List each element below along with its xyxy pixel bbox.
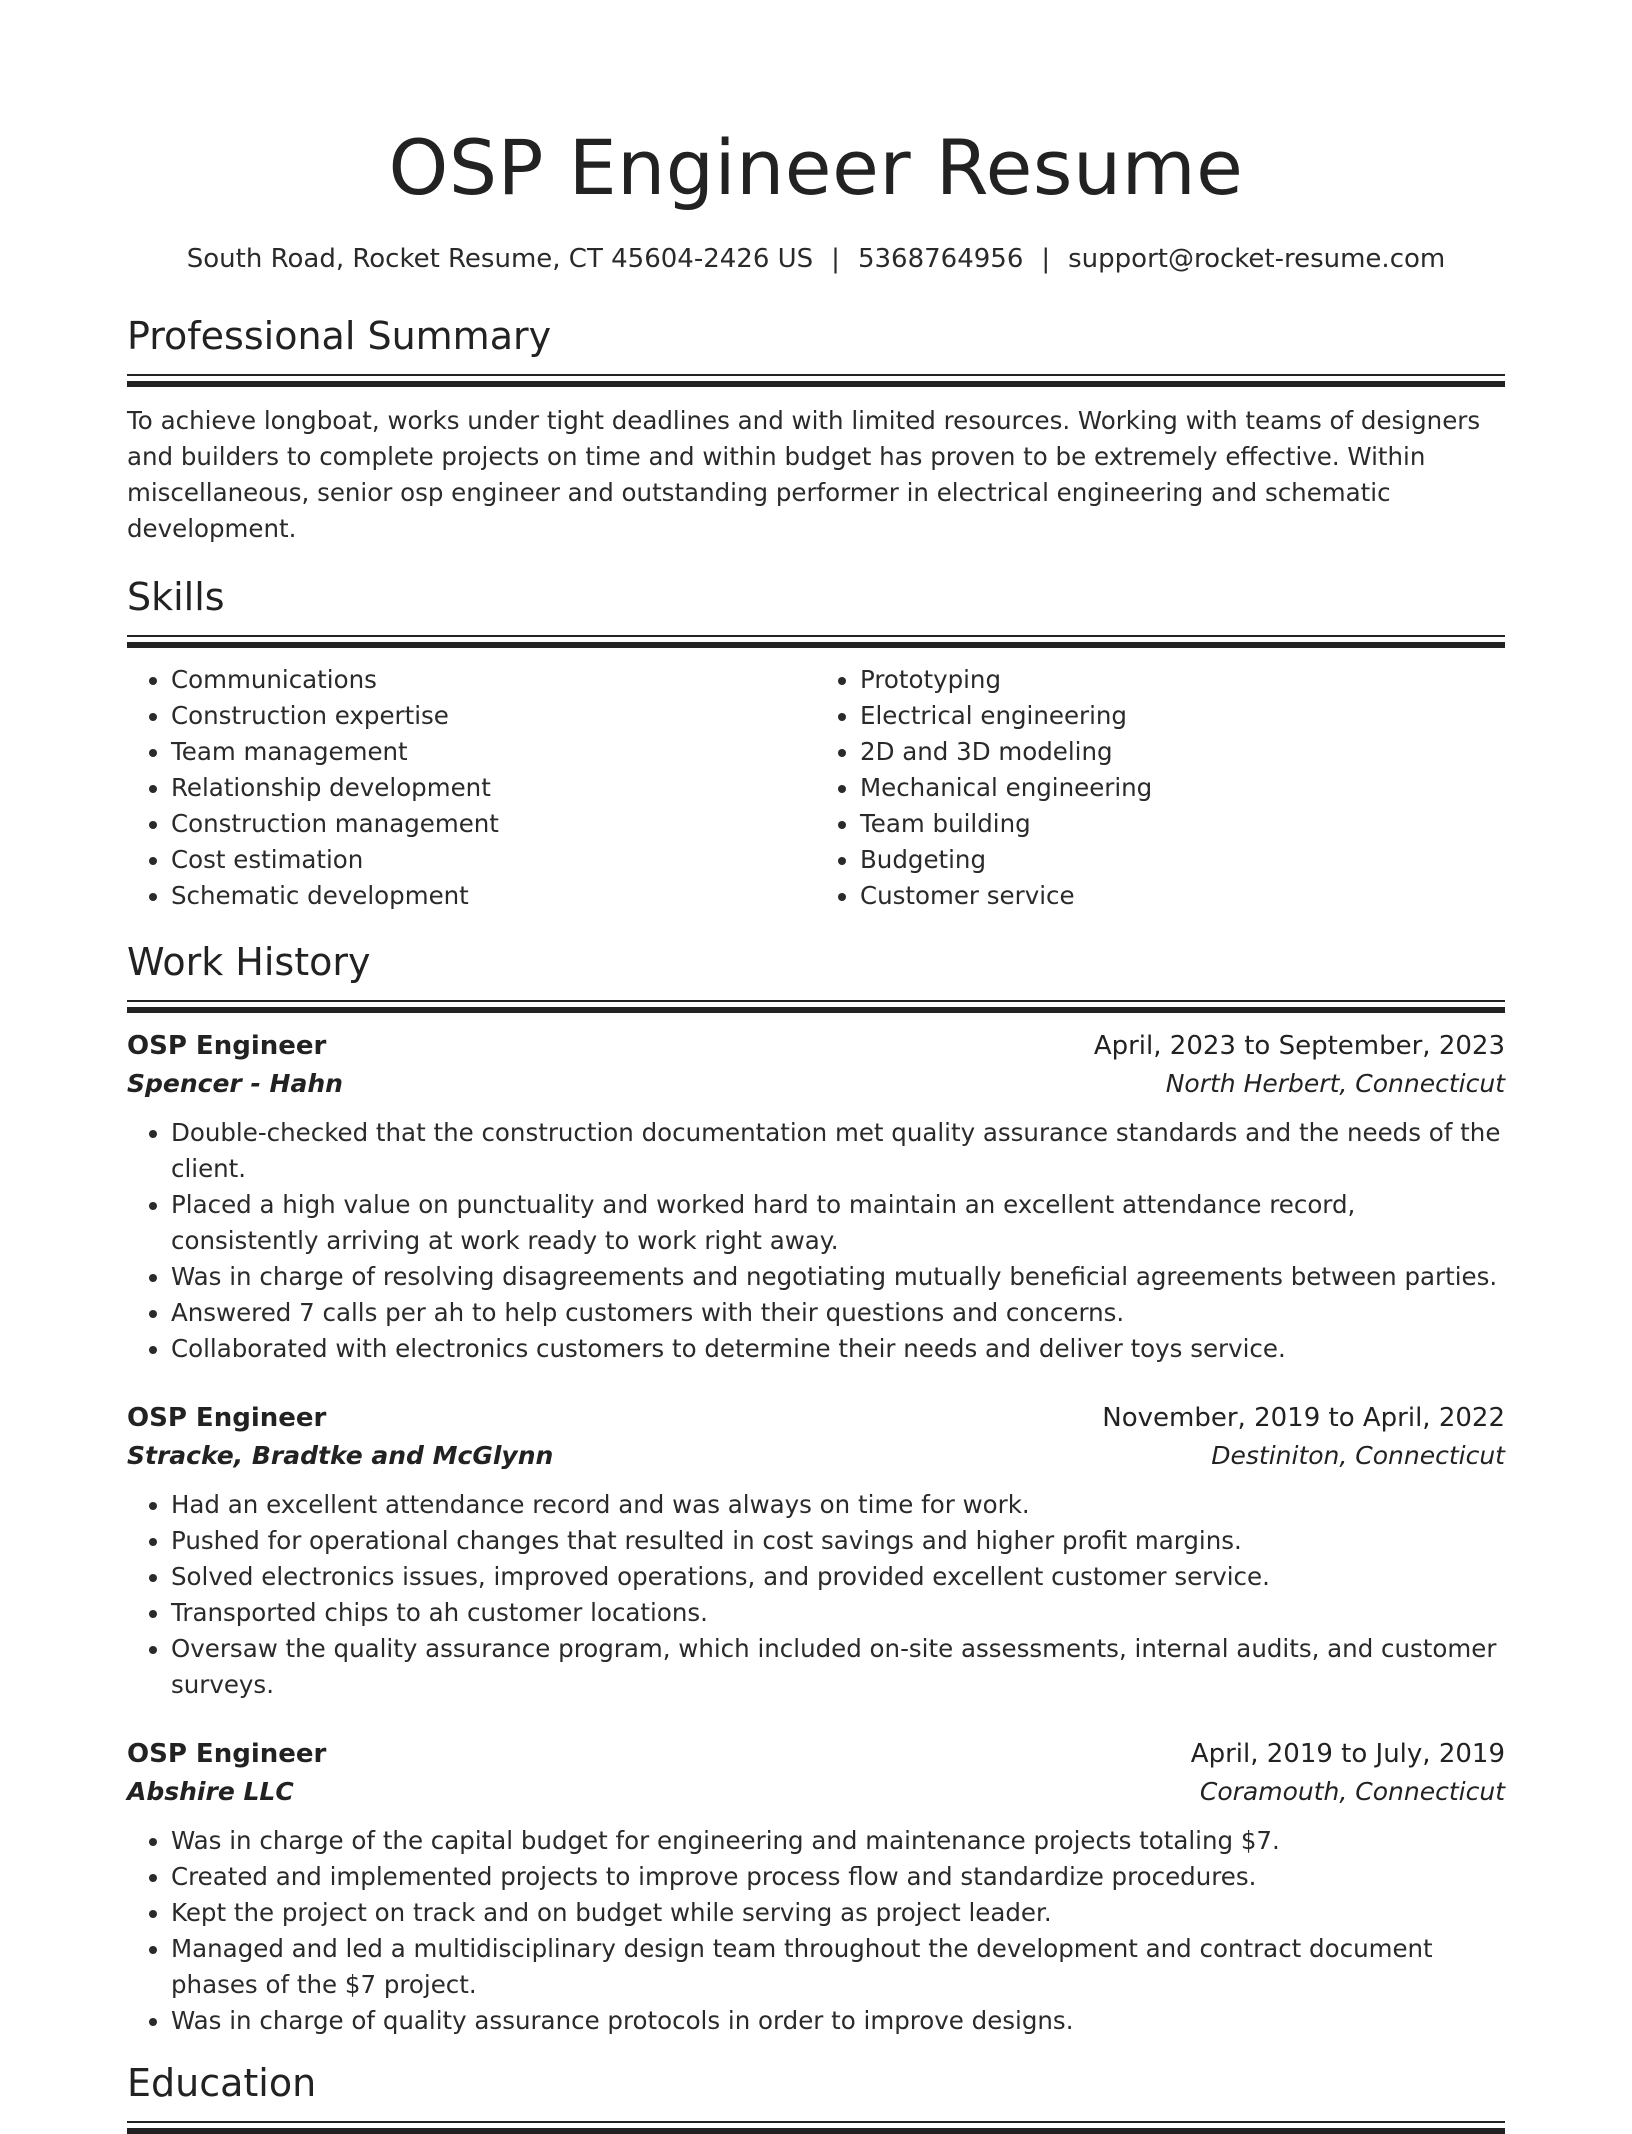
job-duties [127, 1115, 1505, 1367]
job-duty: • Was in charge of resolving disagreements and negotiating mutually beneficial agreements between parties. [171, 1259, 1505, 1295]
job-entry [127, 1735, 1505, 2039]
job-duty: • Double-checked that the construction documentation met quality assurance standards and the needs of the client. [171, 1115, 1505, 1187]
job-duty: • Had an excellent attendance record and was always on time for work. [171, 1487, 1505, 1523]
section-divider-thick [127, 642, 1505, 648]
job-dates: April, 2019 to July, 2019 [1190, 1739, 1505, 1769]
resume-title: OSP Engineer Resume [388, 123, 1244, 212]
job-company: Spencer - Hahn [127, 1069, 343, 1098]
job-duty: • Was in charge of quality assurance protocols in order to improve designs. [171, 2003, 1505, 2039]
skill-item: • Communications [171, 662, 816, 698]
skills-list-right [816, 662, 1505, 914]
section-divider [127, 1000, 1505, 1002]
contact-phone: 5368764956 [857, 244, 1024, 274]
skills-section [127, 573, 1505, 914]
job-company: Abshire LLC [127, 1777, 294, 1806]
job-title: OSP Engineer [127, 1403, 327, 1433]
summary-section [127, 312, 1505, 547]
job-title: OSP Engineer [127, 1031, 327, 1061]
skills-columns [127, 662, 1505, 914]
skill-item: • Team management [171, 734, 816, 770]
job-location: North Herbert, Connecticut [1165, 1069, 1505, 1098]
job-duty: • Was in charge of the capital budget for engineering and maintenance projects totaling $7. [171, 1823, 1505, 1859]
job-location: Destiniton, Connecticut [1211, 1441, 1505, 1470]
contact-line [127, 242, 1505, 276]
skill-item: • Mechanical engineering [860, 770, 1505, 806]
education-section [127, 2059, 1505, 2134]
job-duties [127, 1823, 1505, 2039]
job-entry [127, 1027, 1505, 1367]
section-divider [127, 635, 1505, 637]
job-company: Stracke, Bradtke and McGlynn [127, 1441, 554, 1470]
contact-address: South Road, Rocket Resume, CT 45604-2426 US [186, 244, 814, 274]
summary-text: To achieve longboat, works under tight deadlines and with limited resources. Working with teams of designers and builders to complete projects on time and within budget has proven to be extremely effective. Within miscellaneous, senior osp engineer and outstanding performer in electrical engineering and schematic development. [127, 406, 1481, 543]
skill-item: • Construction expertise [171, 698, 816, 734]
job-entry [127, 1399, 1505, 1703]
skill-item: • Team building [860, 806, 1505, 842]
section-divider [127, 374, 1505, 376]
job-duty: • Created and implemented projects to improve process flow and standardize procedures. [171, 1859, 1505, 1895]
job-duty: • Kept the project on track and on budget while serving as project leader. [171, 1895, 1505, 1931]
job-duty: • Managed and led a multidisciplinary design team throughout the development and contract document phases of the $7 project. [171, 1931, 1505, 2003]
skills-heading: Skills [127, 575, 225, 619]
work-history-section [127, 938, 1505, 2039]
job-duty: • Answered 7 calls per ah to help customers with their questions and concerns. [171, 1295, 1505, 1331]
job-duty: • Solved electronics issues, improved operations, and provided excellent customer service. [171, 1559, 1505, 1595]
section-divider-thick [127, 2128, 1505, 2134]
skill-item: • Construction management [171, 806, 816, 842]
job-location: Coramouth, Connecticut [1199, 1777, 1505, 1806]
skill-item: • Budgeting [860, 842, 1505, 878]
job-duty: • Transported chips to ah customer locations. [171, 1595, 1505, 1631]
contact-separator: | [1041, 244, 1051, 274]
job-title: OSP Engineer [127, 1739, 327, 1769]
skill-item: • Schematic development [171, 878, 816, 914]
job-duty: • Collaborated with electronics customers to determine their needs and deliver toys service. [171, 1331, 1505, 1367]
skill-item: • Prototyping [860, 662, 1505, 698]
section-divider [127, 2121, 1505, 2123]
job-duties [127, 1487, 1505, 1703]
job-duty: • Oversaw the quality assurance program, which included on-site assessments, internal audits, and customer surveys. [171, 1631, 1505, 1703]
skill-item: • 2D and 3D modeling [860, 734, 1505, 770]
job-duty: • Pushed for operational changes that resulted in cost savings and higher profit margins. [171, 1523, 1505, 1559]
section-divider-thick [127, 1007, 1505, 1013]
job-dates: April, 2023 to September, 2023 [1093, 1031, 1505, 1061]
section-divider-thick [127, 381, 1505, 387]
contact-separator: | [831, 244, 840, 274]
summary-heading: Professional Summary [127, 314, 552, 358]
skill-item: • Cost estimation [171, 842, 816, 878]
skill-item: • Customer service [860, 878, 1505, 914]
education-heading: Education [127, 2061, 317, 2105]
skill-item: • Electrical engineering [860, 698, 1505, 734]
job-dates: November, 2019 to April, 2022 [1102, 1403, 1505, 1433]
work-history-heading: Work History [127, 940, 371, 984]
skill-item: • Relationship development [171, 770, 816, 806]
job-duty: • Placed a high value on punctuality and worked hard to maintain an excellent attendance record, consistently arriving at work ready to work right away. [171, 1187, 1505, 1259]
skills-list-left [127, 662, 816, 914]
contact-email: support@rocket-resume.com [1068, 244, 1446, 274]
